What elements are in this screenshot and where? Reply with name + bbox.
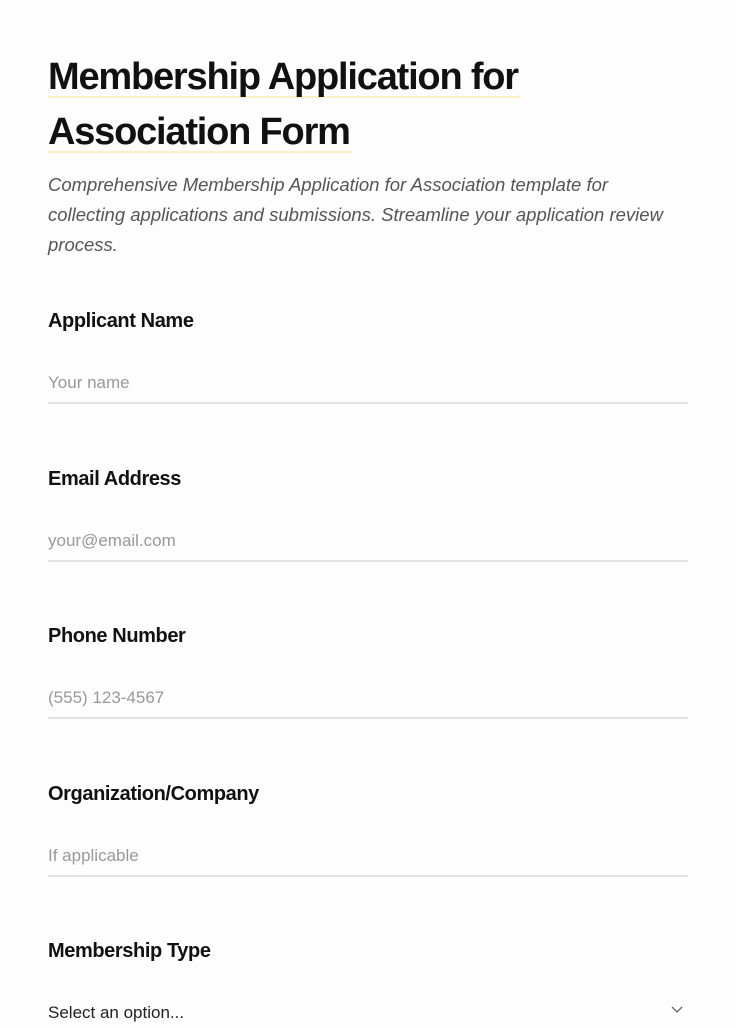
organization-label: Organization/Company [48, 783, 259, 805]
organization-input[interactable]: If applicable [48, 841, 688, 877]
email-label: Email Address [48, 468, 182, 490]
page-title [48, 50, 520, 160]
membership-type-field [48, 936, 688, 1028]
applicant-name-field [48, 306, 688, 404]
chevron-down-icon [670, 1004, 684, 1014]
membership-type-value: Select an option... [48, 1003, 185, 1022]
membership-type-label: Membership Type [48, 940, 211, 962]
applicant-name-label: Applicant Name [48, 310, 194, 332]
phone-input[interactable]: (555) 123-4567 [48, 683, 688, 719]
phone-label: Phone Number [48, 625, 186, 647]
email-input[interactable]: your@email.com [48, 526, 688, 562]
title-line-2: Association Form [48, 111, 350, 153]
phone-field [48, 621, 688, 719]
email-field [48, 464, 688, 562]
title-line-1: Membership Application for [48, 56, 518, 98]
applicant-name-input[interactable]: Your name [48, 368, 688, 404]
page-description: Comprehensive Membership Application for Association template for collecting applications and submissions. Streamline your application review process. [48, 174, 663, 255]
organization-field [48, 779, 688, 877]
